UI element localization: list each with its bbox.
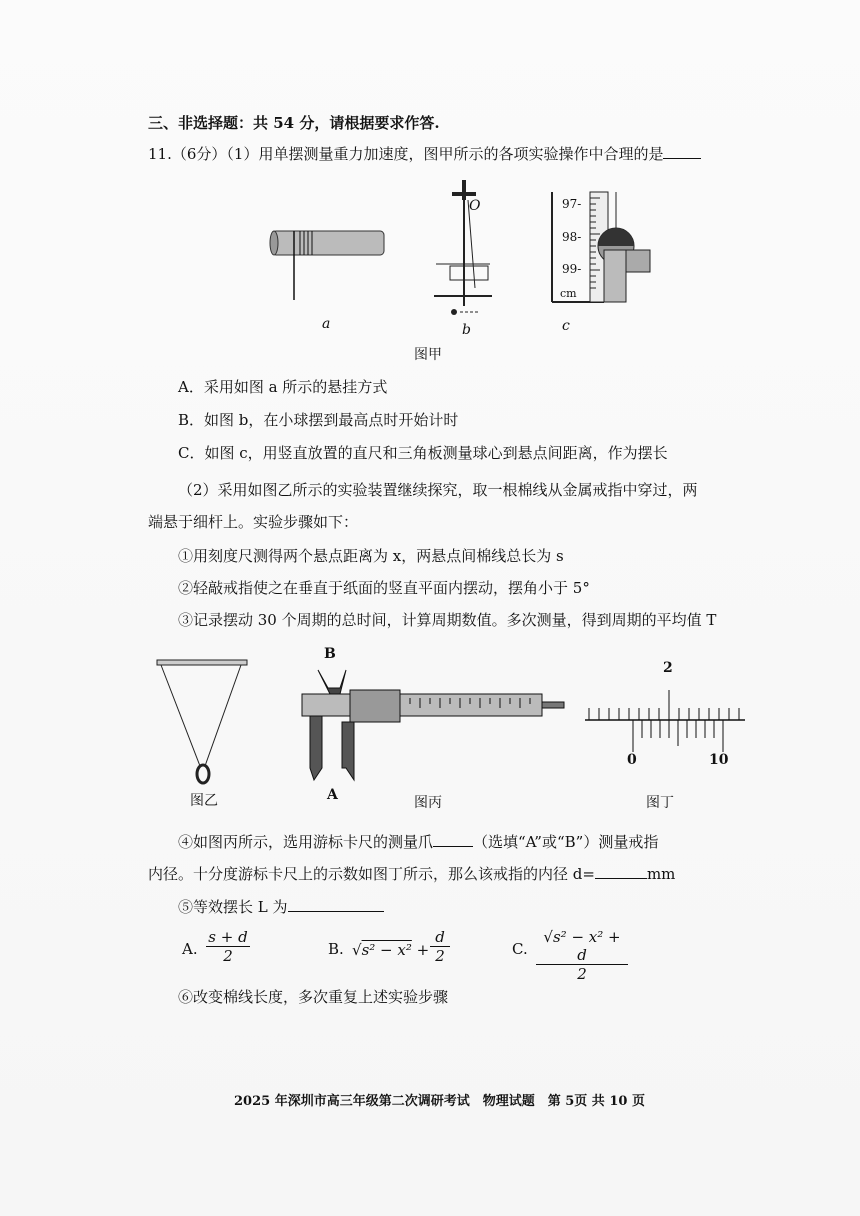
- step-4-text-b: （选填“A”或“B”）测量戒指: [473, 833, 659, 851]
- answer-blank-jaw[interactable]: [433, 832, 473, 847]
- figure-a-rod: [268, 225, 388, 305]
- figure-ding-vernier-scale: [585, 680, 750, 755]
- part2-line2: 端悬于细杆上。实验步骤如下：: [148, 513, 359, 531]
- step-4-line1: [178, 832, 658, 852]
- question-11-text: 11.（6分）（1）用单摆测量重力加速度，图甲所示的各项实验操作中合理的是: [148, 145, 664, 163]
- step-4-text-c: 内径。十分度游标卡尺上的示数如图丁所示，那么该戒指的内径 d=: [148, 865, 595, 883]
- choice-c-letter[interactable]: C.: [512, 940, 528, 958]
- page-footer: 2025 年深圳市高三年级第二次调研考试 物理试题 第 5页 共 10 页: [234, 1094, 645, 1109]
- choice-b-denominator: 2: [435, 947, 445, 965]
- step-4-unit: mm: [646, 865, 676, 883]
- step-4-line2: [148, 864, 675, 884]
- option-c[interactable]: C．如图 c，用竖直放置的直尺和三角板测量球心到悬点间距离，作为摆长: [178, 444, 668, 462]
- choice-a-letter[interactable]: A.: [182, 940, 198, 958]
- choice-a-numerator: s + d: [206, 928, 250, 947]
- choice-b-radicand: s² − x²: [361, 941, 412, 959]
- option-b[interactable]: B．如图 b，在小球摆到最高点时开始计时: [178, 411, 459, 429]
- step-2: ②轻敲戒指使之在垂直于纸面的竖直平面内摆动，摆角小于 5°: [178, 579, 590, 597]
- choice-c-denominator: 2: [577, 965, 587, 983]
- choice-c-fraction[interactable]: [536, 928, 628, 983]
- figure-bing-caliper: [300, 668, 570, 783]
- figure-bing-caption: 图丙: [414, 795, 442, 811]
- figure-b-label: b: [462, 322, 471, 338]
- caliper-jaw-b-label: B: [324, 646, 336, 662]
- figure-yi-caption: 图乙: [190, 793, 218, 809]
- answer-blank-diameter[interactable]: [595, 864, 647, 879]
- ruler-tick-98: 98-: [562, 230, 582, 244]
- figure-jia-caption: 图甲: [414, 347, 442, 363]
- option-a[interactable]: A．采用如图 a 所示的悬挂方式: [178, 378, 388, 396]
- step-3: ③记录摆动 30 个周期的总时间，计算周期数值。多次测量，得到周期的平均值 T: [178, 611, 717, 629]
- figure-a-label: a: [322, 316, 331, 332]
- section-heading: 三、非选择题：共 54 分，请根据要求作答.: [148, 114, 440, 132]
- figure-yi-ring-pendulum: [155, 658, 255, 788]
- ruler-tick-99: 99-: [562, 262, 582, 276]
- main-scale-label-2: 2: [663, 660, 673, 676]
- step-5: [178, 897, 384, 917]
- choice-a-denominator: 2: [223, 947, 233, 965]
- ruler-unit-cm: cm: [560, 287, 577, 300]
- figure-ding-caption: 图丁: [646, 795, 674, 811]
- pivot-o-label: O: [469, 198, 481, 214]
- ruler-tick-97: 97-: [562, 197, 582, 211]
- answer-blank-length[interactable]: [288, 897, 384, 912]
- question-11-stem: [148, 144, 701, 164]
- vernier-label-0: 0: [627, 752, 637, 768]
- step-4-text-a: ④如图丙所示，选用游标卡尺的测量爪: [178, 833, 434, 851]
- sqrt-icon: √: [352, 941, 362, 959]
- vernier-label-10: 10: [709, 752, 729, 768]
- plus-icon: +: [416, 941, 430, 959]
- part2-line1: （2）采用如图乙所示的实验装置继续探究，取一根棉线从金属戒指中穿过，两: [178, 481, 698, 499]
- step-1: ①用刻度尺测得两个悬点距离为 x，两悬点间棉线总长为 s: [178, 547, 564, 565]
- choice-a-fraction[interactable]: [206, 928, 250, 965]
- choice-b-numerator: d: [430, 928, 450, 947]
- caliper-jaw-a-label: A: [327, 787, 338, 803]
- figure-c-label: c: [562, 318, 570, 334]
- answer-blank-1[interactable]: [663, 144, 701, 159]
- step-5-text: ⑤等效摆长 L 为: [178, 898, 288, 916]
- choice-b-fraction: [430, 928, 450, 965]
- choice-b-letter[interactable]: B.: [328, 940, 344, 958]
- choice-c-numerator: √s² − x² + d: [536, 928, 628, 965]
- step-6: ⑥改变棉线长度，多次重复上述实验步骤: [178, 988, 449, 1006]
- choice-b-expression[interactable]: [352, 940, 429, 960]
